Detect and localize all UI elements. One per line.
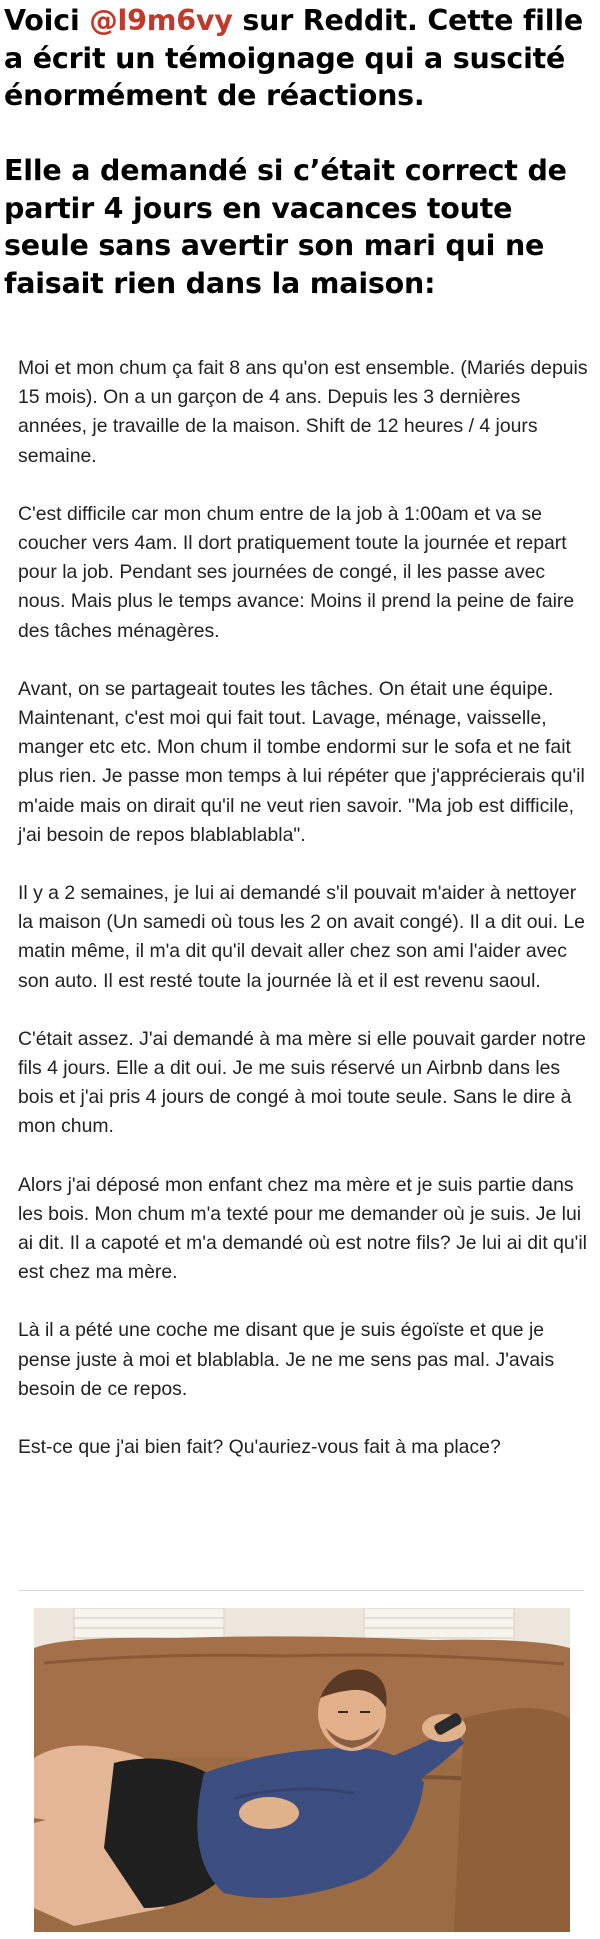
divider <box>18 1590 584 1591</box>
post-paragraph: Il y a 2 semaines, je lui ai demandé s'il pouvait m'aider à nettoyer la maison (Un samedi où tous les 2 on avait congé). Il a dit oui. Le matin même, il m'a dit qu'il devait aller chez son ami l'aider avec son auto. Il est resté toute la journée là et il est revenu saoul. <box>18 882 585 992</box>
headline-prefix: Voici <box>4 4 90 37</box>
post-paragraph: Là il a pété une coche me disant que je suis égoïste et que je pense juste à moi et blablabla. Je ne me sens pas mal. J'avais besoin de ce repos. <box>18 1319 555 1400</box>
post-paragraph: Alors j'ai déposé mon enfant chez ma mère et je suis partie dans les bois. Mon chum m'a texté pour me demander où je suis. Je lui ai dit. Il a capoté et m'a demandé où est notre fils? Je lui ai dit qu'il est chez ma mère. <box>18 1173 587 1284</box>
post-paragraph: Avant, on se partageait toutes les tâches. On était une équipe. Maintenant, c'est moi qui fait tout. Lavage, ménage, vaisselle, manger etc etc. Mon chum il tombe endormi sur le sofa et ne fait plus rien. Je passe mon temps à lui répéter que j'apprécierais qu'il m'aide mais on dirait qu'il ne veut rien savoir. "Ma job est difficile, j'ai besoin de repos blablablabla". <box>18 677 585 846</box>
post-body <box>18 354 588 1491</box>
headline-rest: sur Reddit. Cette fille a écrit un témoignage qui a suscité énormément de réactions. <box>4 4 583 112</box>
post-paragraph: C'est difficile car mon chum entre de la job à 1:00am et va se coucher vers 4am. Il dort pratiquement toute la journée et repart pour la job. Pendant ses journées de congé, il les passe avec nous. Mais plus le temps avance: Moins il prend la peine de faire des tâches ménagères. <box>18 502 575 642</box>
man-sleeping-on-couch-photo <box>34 1608 570 1932</box>
reddit-handle-link[interactable]: @l9m6vy <box>89 4 233 37</box>
post-paragraph: Est-ce que j'ai bien fait? Qu'auriez-vous fait à ma place? <box>18 1436 501 1459</box>
headline-intro <box>4 2 596 115</box>
headline-question: Elle a demandé si c’était correct de partir 4 jours en vacances toute seule sans avertir son mari qui ne faisait rien dans la maison: <box>4 154 567 300</box>
post-paragraph: Moi et mon chum ça fait 8 ans qu'on est ensemble. (Mariés depuis 15 mois). On a un garçon de 4 ans. Depuis les 3 dernières années, je travaille de la maison. Shift de 12 heures / 4 jours semaine. <box>18 357 588 467</box>
post-paragraph: C'était assez. J'ai demandé à ma mère si elle pouvait garder notre fils 4 jours. Elle a dit oui. Je me suis réservé un Airbnb dans les bois et j'ai pris 4 jours de congé à moi toute seule. Sans le dire à mon chum. <box>18 1027 586 1138</box>
